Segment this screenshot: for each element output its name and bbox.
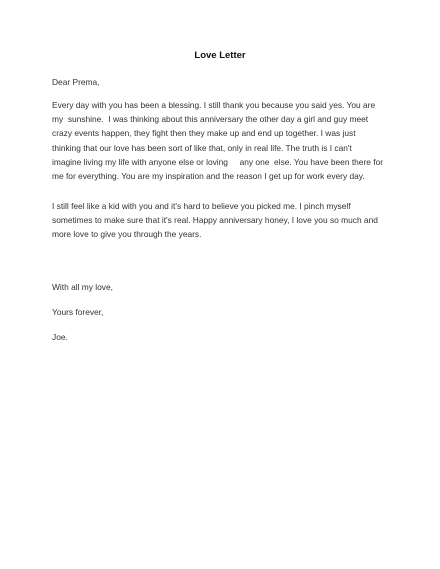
letter-signature: Joe. [52,332,68,342]
paragraph-line: imagine living my life with anyone else or loving any one else. You have been there for [52,156,384,167]
letter-title: Love Letter [194,50,246,61]
paragraph-line: sometimes to make sure that it's real. Happy anniversary honey, I love you so much and [52,215,378,226]
paragraph-line: crazy events happen, they fight then they make up and end up together. I was just [52,128,356,139]
paragraph-line: thinking that our love has been sort of like that, only in real life. The truth is I can't [52,142,352,153]
letter-paragraph-2 [52,199,392,242]
letter-salutation: Dear Prema, [52,77,100,87]
letter-valediction: Yours forever, [52,307,104,317]
paragraph-line: Every day with you has been a blessing. I still thank you because you said yes. You are [52,100,376,110]
paragraph-line: me for everything. You are my inspiration and the reason I get up for work every day. [52,171,365,182]
paragraph-line: more love to give you through the years. [52,229,202,240]
paragraph-line: I still feel like a kid with you and it's hard to believe you picked me. I pinch myself [52,201,351,211]
letter-closing: With all my love, [52,282,113,292]
letter-paragraph-1 [52,98,392,183]
paragraph-line: my sunshine. I was thinking about this anniversary the other day a girl and guy meet [52,114,369,125]
